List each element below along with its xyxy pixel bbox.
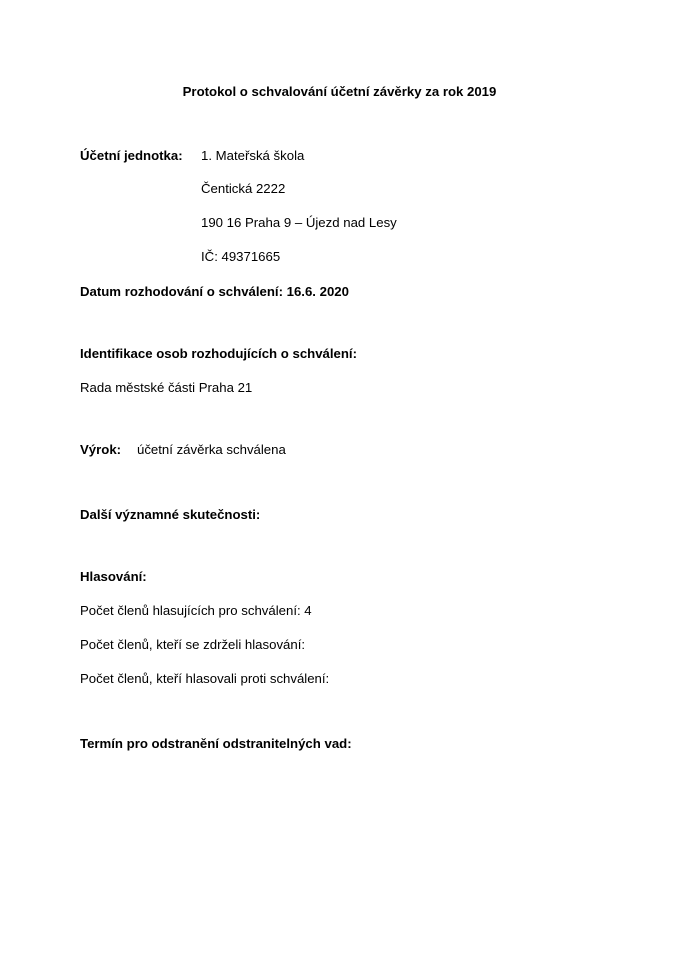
persons-label: Identifikace osob rozhodujících o schválení: <box>80 346 357 361</box>
verdict-label: Výrok: <box>80 442 122 457</box>
entity-name: 1. Mateřská škola <box>201 148 305 163</box>
deadline-label: Termín pro odstranění odstranitelných vad: <box>80 736 352 751</box>
document-title: Protokol o schvalování účetní závěrky za rok 2019 <box>182 84 497 99</box>
entity-street: Čentická 2222 <box>201 181 286 196</box>
entity-city: 190 16 Praha 9 – Újezd nad Lesy <box>201 215 397 230</box>
persons-value: Rada městské části Praha 21 <box>80 380 253 395</box>
voting-abstain: Počet členů, kteří se zdrželi hlasování: <box>80 637 306 652</box>
voting-label: Hlasování: <box>80 569 147 584</box>
voting-against: Počet členů, kteří hlasovali proti schválení: <box>80 671 330 686</box>
verdict-value: účetní závěrka schválena <box>137 442 286 457</box>
decision-date: Datum rozhodování o schválení: 16.6. 2020 <box>80 284 349 299</box>
other-facts-label: Další významné skutečnosti: <box>80 507 261 522</box>
entity-label: Účetní jednotka: <box>80 148 183 163</box>
entity-ic: IČ: 49371665 <box>201 249 281 264</box>
voting-for: Počet členů hlasujících pro schválení: 4 <box>80 603 312 618</box>
